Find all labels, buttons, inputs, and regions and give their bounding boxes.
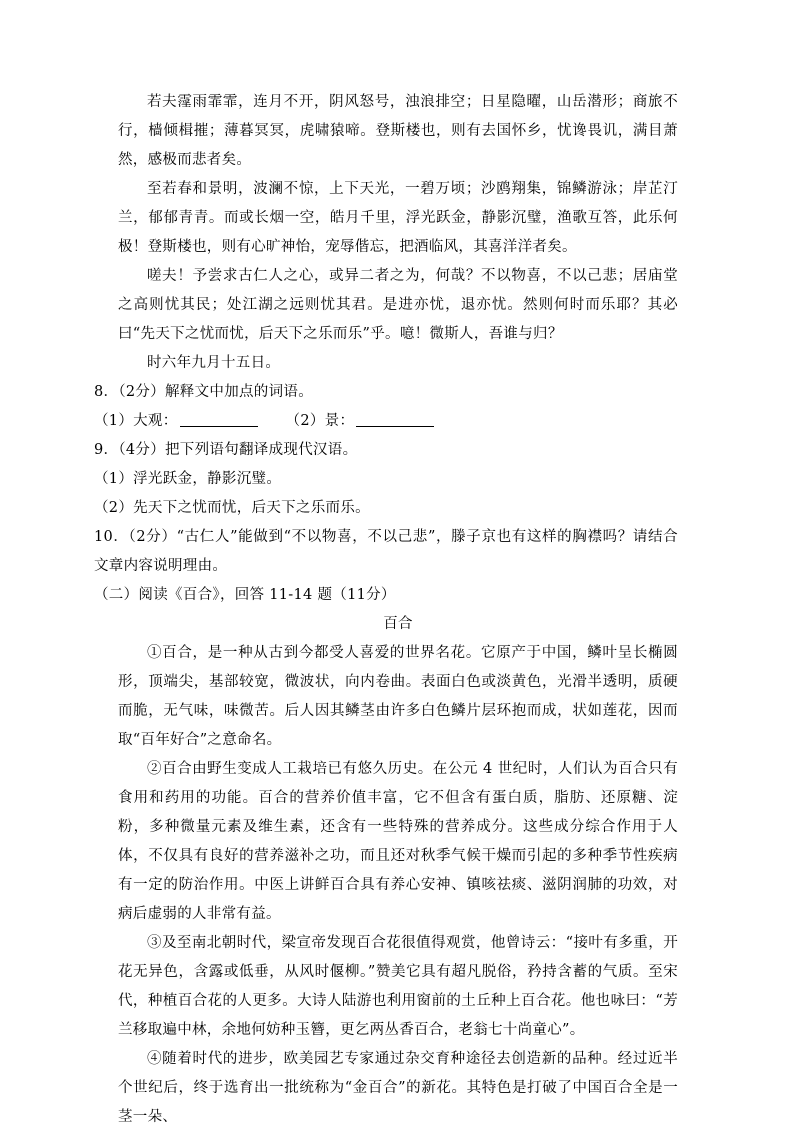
question-8-item-1: （1）大观： <box>94 413 178 429</box>
question-10: 10．（2分）“古仁人”能做到“不以物喜，不以己悲”，滕子京也有这样的胸襟吗？请结合文章内容说明理由。 <box>94 529 678 574</box>
passage-paragraph-2: 至若春和景明，波澜不惊，上下天光，一碧万顷；沙鸥翔集，锦鳞游泳；岸芷汀兰，郁郁青青。而或长烟一空，皓月千里，浮光跃金，静影沉璧，渔歌互答，此乐何极！登斯楼也，则有心旷神怡，宠辱偕忘，把酒临风，其喜洋洋者矣。 <box>118 181 678 255</box>
question-8-items <box>94 407 678 436</box>
document-body <box>94 88 678 1132</box>
answer-blank-2[interactable] <box>356 412 434 427</box>
question-9-item-2: （2）先天下之忧而忧，后天下之乐而乐。 <box>94 500 370 516</box>
answer-blank-1[interactable] <box>180 412 258 427</box>
passage-date: 时六年九月十五日。 <box>147 355 281 371</box>
passage-paragraph-3: 嗟夫！予尝求古仁人之心，或异二者之为，何哉？不以物喜，不以己悲；居庙堂之高则忧其民；处江湖之远则忧其君。是进亦忧，退亦忧。然则何时而乐耶？其必曰“先天下之忧而忧，后天下之乐而乐”乎。噫！微斯人，吾谁与归？ <box>118 268 678 342</box>
question-9: 9．（4分）把下列语句翻译成现代汉语。 <box>94 442 358 458</box>
article-paragraph-2: ②百合由野生变成人工栽培已有悠久历史。在公元 4 世纪时，人们认为百合只有食用和药用的功能。百合的营养价值丰富，它不但含有蛋白质，脂肪、还原糖、淀粉，多种微量元素及维生素，还含有一些特殊的营养成分。这些成分综合作用于人体，不仅具有良好的营养滋补之功，而且还对秋季气候干燥而引起的多种季节性疾病有一定的防治作用。中医上讲鲜百合具有养心安神、镇咳祛痰、滋阴润肺的功效，对病后虚弱的人非常有益。 <box>118 761 678 922</box>
question-8: 8．（2分）解释文中加点的词语。 <box>94 384 313 400</box>
article-paragraph-1: ①百合，是一种从古到今都受人喜爱的世界名花。它原产于中国，鳞叶呈长椭圆形，顶端尖，基部较宽，微波状，向内卷曲。表面白色或淡黄色，光滑半透明，质硬而脆，无气味，味微苦。后人因其鳞茎由许多白色鳞片层环抱而成，状如莲花，因而取“百年好合”之意命名。 <box>118 645 678 748</box>
article-paragraph-3: ③及至南北朝时代，梁宣帝发现百合花很值得观赏，他曾诗云：“接叶有多重，开花无异色，含露或低垂，从风时偃柳。”赞美它具有超凡脱俗，矜持含蓄的气质。至宋代，种植百合花的人更多。大诗人陆游也利用窗前的土丘种上百合花。他也咏曰：“芳兰移取遍中林，余地何妨种玉簪，更乞两丛香百合，老翁七十尚童心”。 <box>118 935 678 1038</box>
question-8-item-2: （2）景： <box>285 413 355 429</box>
question-9-item-1: （1）浮光跃金，静影沉璧。 <box>94 471 282 487</box>
section-2-heading: （二）阅读《百合》，回答 11-14 题（11分） <box>94 587 396 603</box>
article-paragraph-4: ④随着时代的进步，欧美园艺专家通过杂交育种途径去创造新的品种。经过近半个世纪后，终于选育出一批统称为“金百合”的新花。其特色是打破了中国百合全是一茎一朵、 <box>118 1051 678 1125</box>
passage-paragraph-1: 若夫霪雨霏霏，连月不开，阴风怒号，浊浪排空；日星隐曜，山岳潜形；商旅不行，樯倾楫摧；薄暮冥冥，虎啸猿啼。登斯楼也，则有去国怀乡，忧谗畏讥，满目萧然，感极而悲者矣。 <box>118 94 678 168</box>
article-title: 百合 <box>383 616 413 632</box>
